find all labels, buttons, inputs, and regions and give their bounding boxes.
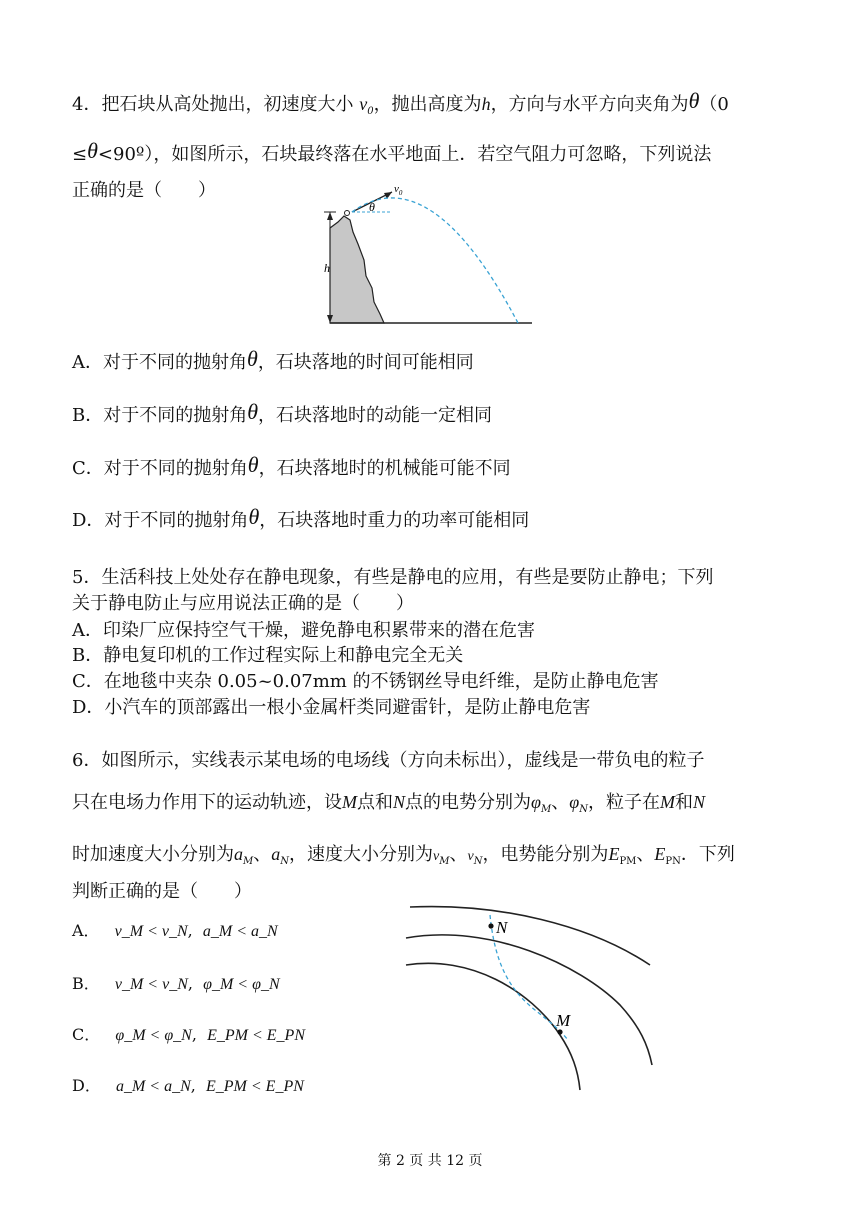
thrower-icon — [345, 211, 350, 216]
q4-stem-line1: 4．把石块从高处抛出，初速度大小 $v_0$，抛出高度为h，方向与水平方向夹角为θ（0 — [72, 88, 729, 117]
h-label: h — [324, 261, 330, 275]
q6-field-figure — [400, 895, 660, 1095]
N-label: N — [496, 918, 508, 937]
q6-stem-line4: 判断正确的是（ ） — [72, 881, 252, 902]
q4-option-b: B．对于不同的抛射角θ，石块落地时的动能一定相同 — [72, 399, 493, 426]
q6-c-expr2: E_PM < E_PN — [207, 1027, 305, 1044]
page-footer: 第 2 页 共 12 页 — [377, 1153, 483, 1169]
v0-label: $v_0$ — [394, 183, 403, 197]
q4-option-d: D．对于不同的抛射角θ，石块落地时重力的功率可能相同 — [72, 504, 530, 531]
field-line-top — [410, 907, 650, 965]
q6-a-expr2: a_M < a_N — [202, 923, 278, 940]
q5-option-c: C．在地毯中夹杂 0.05~0.07mm 的不锈钢丝导电纤维，是防止静电危害 — [72, 671, 659, 692]
q6-option-a: A． v_M < v_N, a_M < a_N — [72, 921, 278, 940]
q6-option-b: B． v_M < v_N, φ_M < φ_N — [72, 974, 280, 993]
q6-b-expr2: φ_M < φ_N — [203, 976, 280, 993]
q5-stem-line2: 关于静电防止与应用说法正确的是（ ） — [72, 593, 414, 614]
q4-stem-line3: 正确的是（ ） — [72, 180, 216, 201]
q4-option-a: A．对于不同的抛射角θ，石块落地的时间可能相同 — [72, 346, 474, 373]
q6-a-expr1: v_M < v_N — [114, 923, 188, 940]
q6-option-c: C． φ_M < φ_N, E_PM < E_PN — [72, 1025, 305, 1044]
q6-stem-line3: 时加速度大小分别为$a_M$、$a_N$，速度大小分别为$v_M$、$v_N$，电势能分别为$E_{PM}$、$E_{PN}$．下列 — [72, 844, 735, 867]
q6-b-expr1: v_M < v_N — [114, 976, 188, 993]
q6-d-expr2: E_PM < E_PN — [206, 1078, 304, 1095]
q6-option-d: D． a_M < a_N, E_PM < E_PN — [72, 1076, 304, 1095]
cliff-shape — [330, 216, 384, 323]
q6-stem-line1: 6．如图所示，实线表示某电场的电场线（方向未标出），虚线是一带负电的粒子 — [72, 750, 705, 771]
field-line-bottom — [406, 963, 580, 1090]
trajectory-curve — [352, 198, 518, 323]
q5-option-b: B．静电复印机的工作过程实际上和静电完全无关 — [72, 645, 464, 666]
point-M — [557, 1029, 562, 1034]
q5-stem-line1: 5．生活科技上处处存在静电现象，有些是静电的应用，有些是要防止静电；下列 — [72, 567, 714, 588]
q4-stem-line2: ≤θ<90º），如图所示，石块最终落在水平地面上．若空气阻力可忽略，下列说法 — [72, 138, 712, 165]
theta-label: θ — [369, 200, 375, 214]
M-label: M — [556, 1011, 571, 1030]
q5-option-d: D．小汽车的顶部露出一根小金属杆类同避雷针，是防止静电危害 — [72, 697, 591, 718]
q4-option-c: C．对于不同的抛射角θ，石块落地时的机械能可能不同 — [72, 452, 511, 479]
q5-option-a: A．印染厂应保持空气干燥，避免静电积累带来的潜在危害 — [72, 620, 535, 641]
point-N — [488, 923, 493, 928]
q6-stem-line2: 只在电场力作用下的运动轨迹，设M点和N点的电势分别为$\varphi_M$、$\varphi_N$，粒子在M和N — [72, 792, 705, 815]
q6-c-expr1: φ_M < φ_N — [115, 1027, 192, 1044]
q6-d-expr1: a_M < a_N — [115, 1078, 191, 1095]
q4-projectile-figure — [320, 180, 540, 330]
